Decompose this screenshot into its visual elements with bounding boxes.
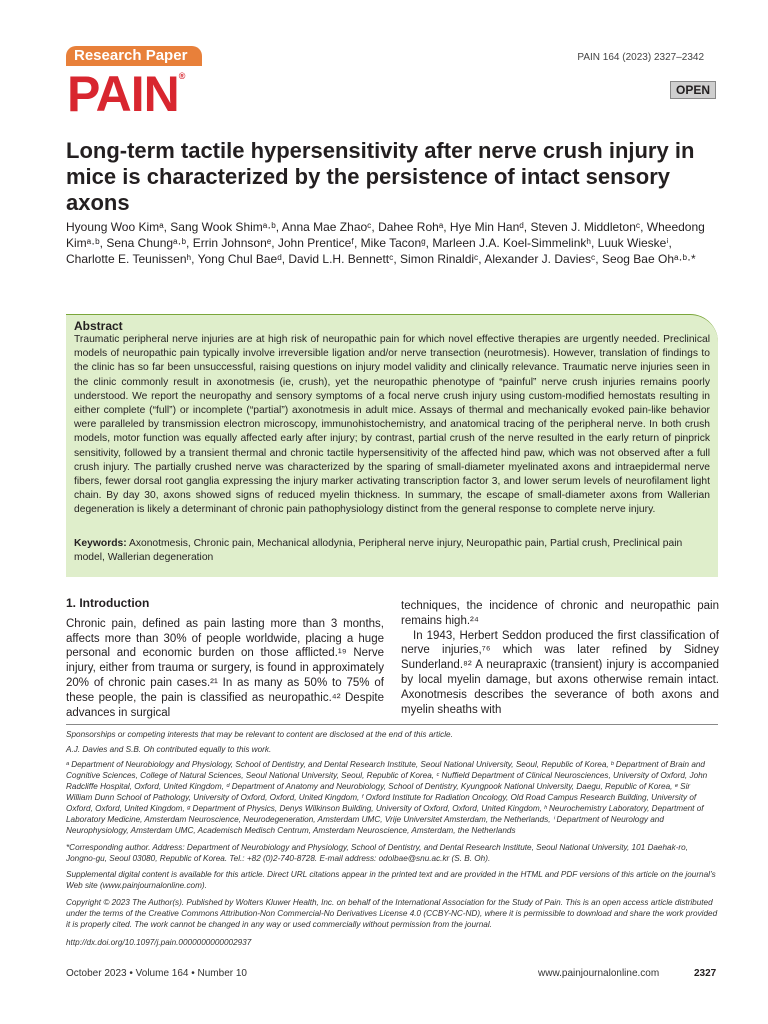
article-title: Long-term tactile hypersensitivity after nerve crush injury in mice is characterized by the persistence of intact sensory axons xyxy=(66,138,695,215)
footnote-supplemental: Supplemental digital content is available for this article. Direct URL citations appear in the printed text and are provided in the HTML and PDF versions of this article on the journal’s Web site (www.painjournalonline.com). xyxy=(66,870,716,890)
registered-mark: ® xyxy=(178,71,185,81)
open-access-badge: OPEN xyxy=(670,81,716,99)
footnote-equal-contribution: A.J. Davies and S.B. Oh contributed equally to this work. xyxy=(66,745,272,754)
footnote-divider xyxy=(66,724,718,725)
page-number: 2327 xyxy=(694,968,717,979)
issue-info: October 2023 • Volume 164 • Number 10 xyxy=(66,968,247,979)
doi-link[interactable]: http://dx.doi.org/10.1097/j.pain.0000000000002937 xyxy=(66,938,252,947)
footnote-affiliations: ᵃ Department of Neurobiology and Physiology, School of Dentistry, and Dental Research Institute, Seoul National University, Seoul, Republic of Korea, ᵇ Department of Brain and Cognitive Sciences, College of Natural Sciences, Seoul National University, Seoul, Republic of Korea, ᶜ Nuffield Department of Clinical Neurosciences, University of Oxford, John Radcliffe Hospital, Oxford, United Kingdom, ᵈ Department of Anatomy and Neurobiology, School of Dentistry, Kyungpook National University, Daegu, Republic of Korea, ᵉ Sir William Dunn School of Pathology, University of Oxford, Oxford, United Kingdom, ᶠ Oxford Institute for Radiation Oncology, Old Road Campus Research Building, University of Oxford, Oxford, United Kingdom, ᵍ Department of Physics, Denys Wilkinson Building, University of Oxford, Oxford, United Kingdom, ʰ Neurochemistry Laboratory, Department of Laboratory Medicine, Amsterdam Neuroscience, Neurodegeneration, Amsterdam UMC, Vrije Universitet Amsterdam, the Netherlands, ⁱ Department of Neurology and Neurophysiology, Amsterdam UMC, Academisch Medisch Centrum, Amsterdam Neuroscience, Amsterdam, the Netherlands xyxy=(66,760,708,835)
keywords-list: Axonotmesis, Chronic pain, Mechanical allodynia, Peripheral nerve injury, Neuropathic pain, Partial crush, Preclinical pain model, Wallerian degeneration xyxy=(74,538,683,563)
journal-citation: PAIN 164 (2023) 2327–2342 xyxy=(577,52,704,63)
footnote-corresponding: *Corresponding author. Address: Department of Neurobiology and Physiology, School of Dentistry, and Dental Research Institute, Seoul National University, 101 Daehak-ro, Jongno-gu, Seoul 03080, Republic of Korea. Tel.: +82 (0)2-740-8728. E-mail address: odolbae@snu.ac.kr (S. B. Oh). xyxy=(66,843,688,863)
section-tab xyxy=(66,46,202,66)
footnote-copyright: Copyright © 2023 The Author(s). Published by Wolters Kluwer Health, Inc. on behalf of the International Association for the Study of Pain. This is an open access article distributed under the terms of the Creative Commons Attribution-Non Commercial-No Derivatives License 4.0 (CCBY-NC-ND), where it is permissible to download and share the work provided it is properly cited. The work cannot be changed in any way or used commercially without permission from the journal. xyxy=(66,898,718,929)
intro-heading: 1. Introduction xyxy=(66,596,150,610)
footnote-sponsorship: Sponsorships or competing interests that may be relevant to content are disclosed at the end of this article. xyxy=(66,730,453,739)
intro-column-right xyxy=(401,599,719,717)
keywords xyxy=(74,537,710,565)
intro-column-left xyxy=(66,596,384,720)
abstract-heading: Abstract xyxy=(74,319,123,333)
journal-url[interactable]: www.painjournalonline.com xyxy=(538,968,660,979)
intro-paragraph-2: techniques, the incidence of chronic and neuropathic pain remains high.²⁴ xyxy=(401,600,719,627)
intro-paragraph-3: In 1943, Herbert Seddon produced the first classification of nerve injuries,⁷⁶ which was later refined by Sidney Sunderland.⁸² A neurapraxic (transient) injury is accompanied by local myelin damage, but axons otherwise remain intact. Axonotmesis describes the severance of both axons and myelin sheaths with xyxy=(401,629,719,716)
abstract-body: Traumatic peripheral nerve injuries are at high risk of neuropathic pain for which novel effective therapies are urgently needed. Preclinical models of neuropathic pain typically involve irreversible ligation and/or nerve transection (neurotmesis). However, translation of findings to the clinic has so far been unsuccessful, raising questions on injury model validity and clinically relevance. Traumatic nerve injuries seen in the clinic commonly result in axonotmesis (ie, crush), yet the neuropathic phenotype of “painful” nerve crush injuries remains poorly understood. We report the neuropathy and sensory symptoms of a focal nerve crush injury using custom-modified hemostats resulting in either complete (“full”) or incomplete (“partial”) axonotmesis in adult mice. Assays of thermal and mechanically evoked pain-like behavior were paralleled by transmission electron microscopy, immunohistochemistry, and anatomical tracing of the peripheral nerve. In both crush models, motor function was equally affected early after injury; by contrast, partial crush of the nerve resulted in the early return of pinprick sensitivity, followed by a transient thermal and chronic tactile hypersensitivity of the affected hind paw, which was not observed after a full crush injury. The partially crushed nerve was characterized by the sparing of small-diameter myelinated axons and intraepidermal nerve fibers, fewer dorsal root ganglia expressing the injury marker activating transcription factor 3, and lower serum levels of neurofilament light chain. By day 30, axons showed signs of reduced myelin thickness. In summary, the escape of small-diameter axons from Wallerian degeneration is likely a determinant of chronic pain pathophysiology distinct from the general response to complete nerve injury. xyxy=(74,334,710,516)
journal-logo xyxy=(67,66,185,122)
author-list: Hyoung Woo Kimᵃ, Sang Wook Shimᵃ·ᵇ, Anna Mae Zhaoᶜ, Dahee Rohᵃ, Hye Min Hanᵈ, Steven J. Middletonᶜ, Wheedong Kimᵃ·ᵇ, Sena Chungᵃ·ᵇ, Errin Johnsonᵉ, John Prenticeᶠ, Mike Taconᵍ, Marleen J.A. Koel-Simmelinkʰ, Luuk Wieskeⁱ, Charlotte E. Teunissenʰ, Yong Chul Baeᵈ, David L.H. Bennettᶜ, Simon Rinaldiᶜ, Alexander J. Daviesᶜ, Seog Bae Ohᵃ·ᵇ·* xyxy=(66,220,705,266)
keywords-label: Keywords: xyxy=(74,538,127,549)
intro-paragraph-1: Chronic pain, defined as pain lasting more than 3 months, affects more than 30% of people worldwide, placing a huge personal and economic burden on those afflicted.¹⁹ Nerve injury, either from trauma or surgery, is found in approximately 20% of chronic pain cases.²¹ In as many as 50% to 75% of these people, the pain is classified as neuropathic.⁴² Despite advances in surgical xyxy=(66,617,384,719)
section-tab-label: Research Paper xyxy=(74,47,188,64)
abstract-box xyxy=(66,314,718,577)
journal-logo-text: PAIN xyxy=(67,66,179,122)
